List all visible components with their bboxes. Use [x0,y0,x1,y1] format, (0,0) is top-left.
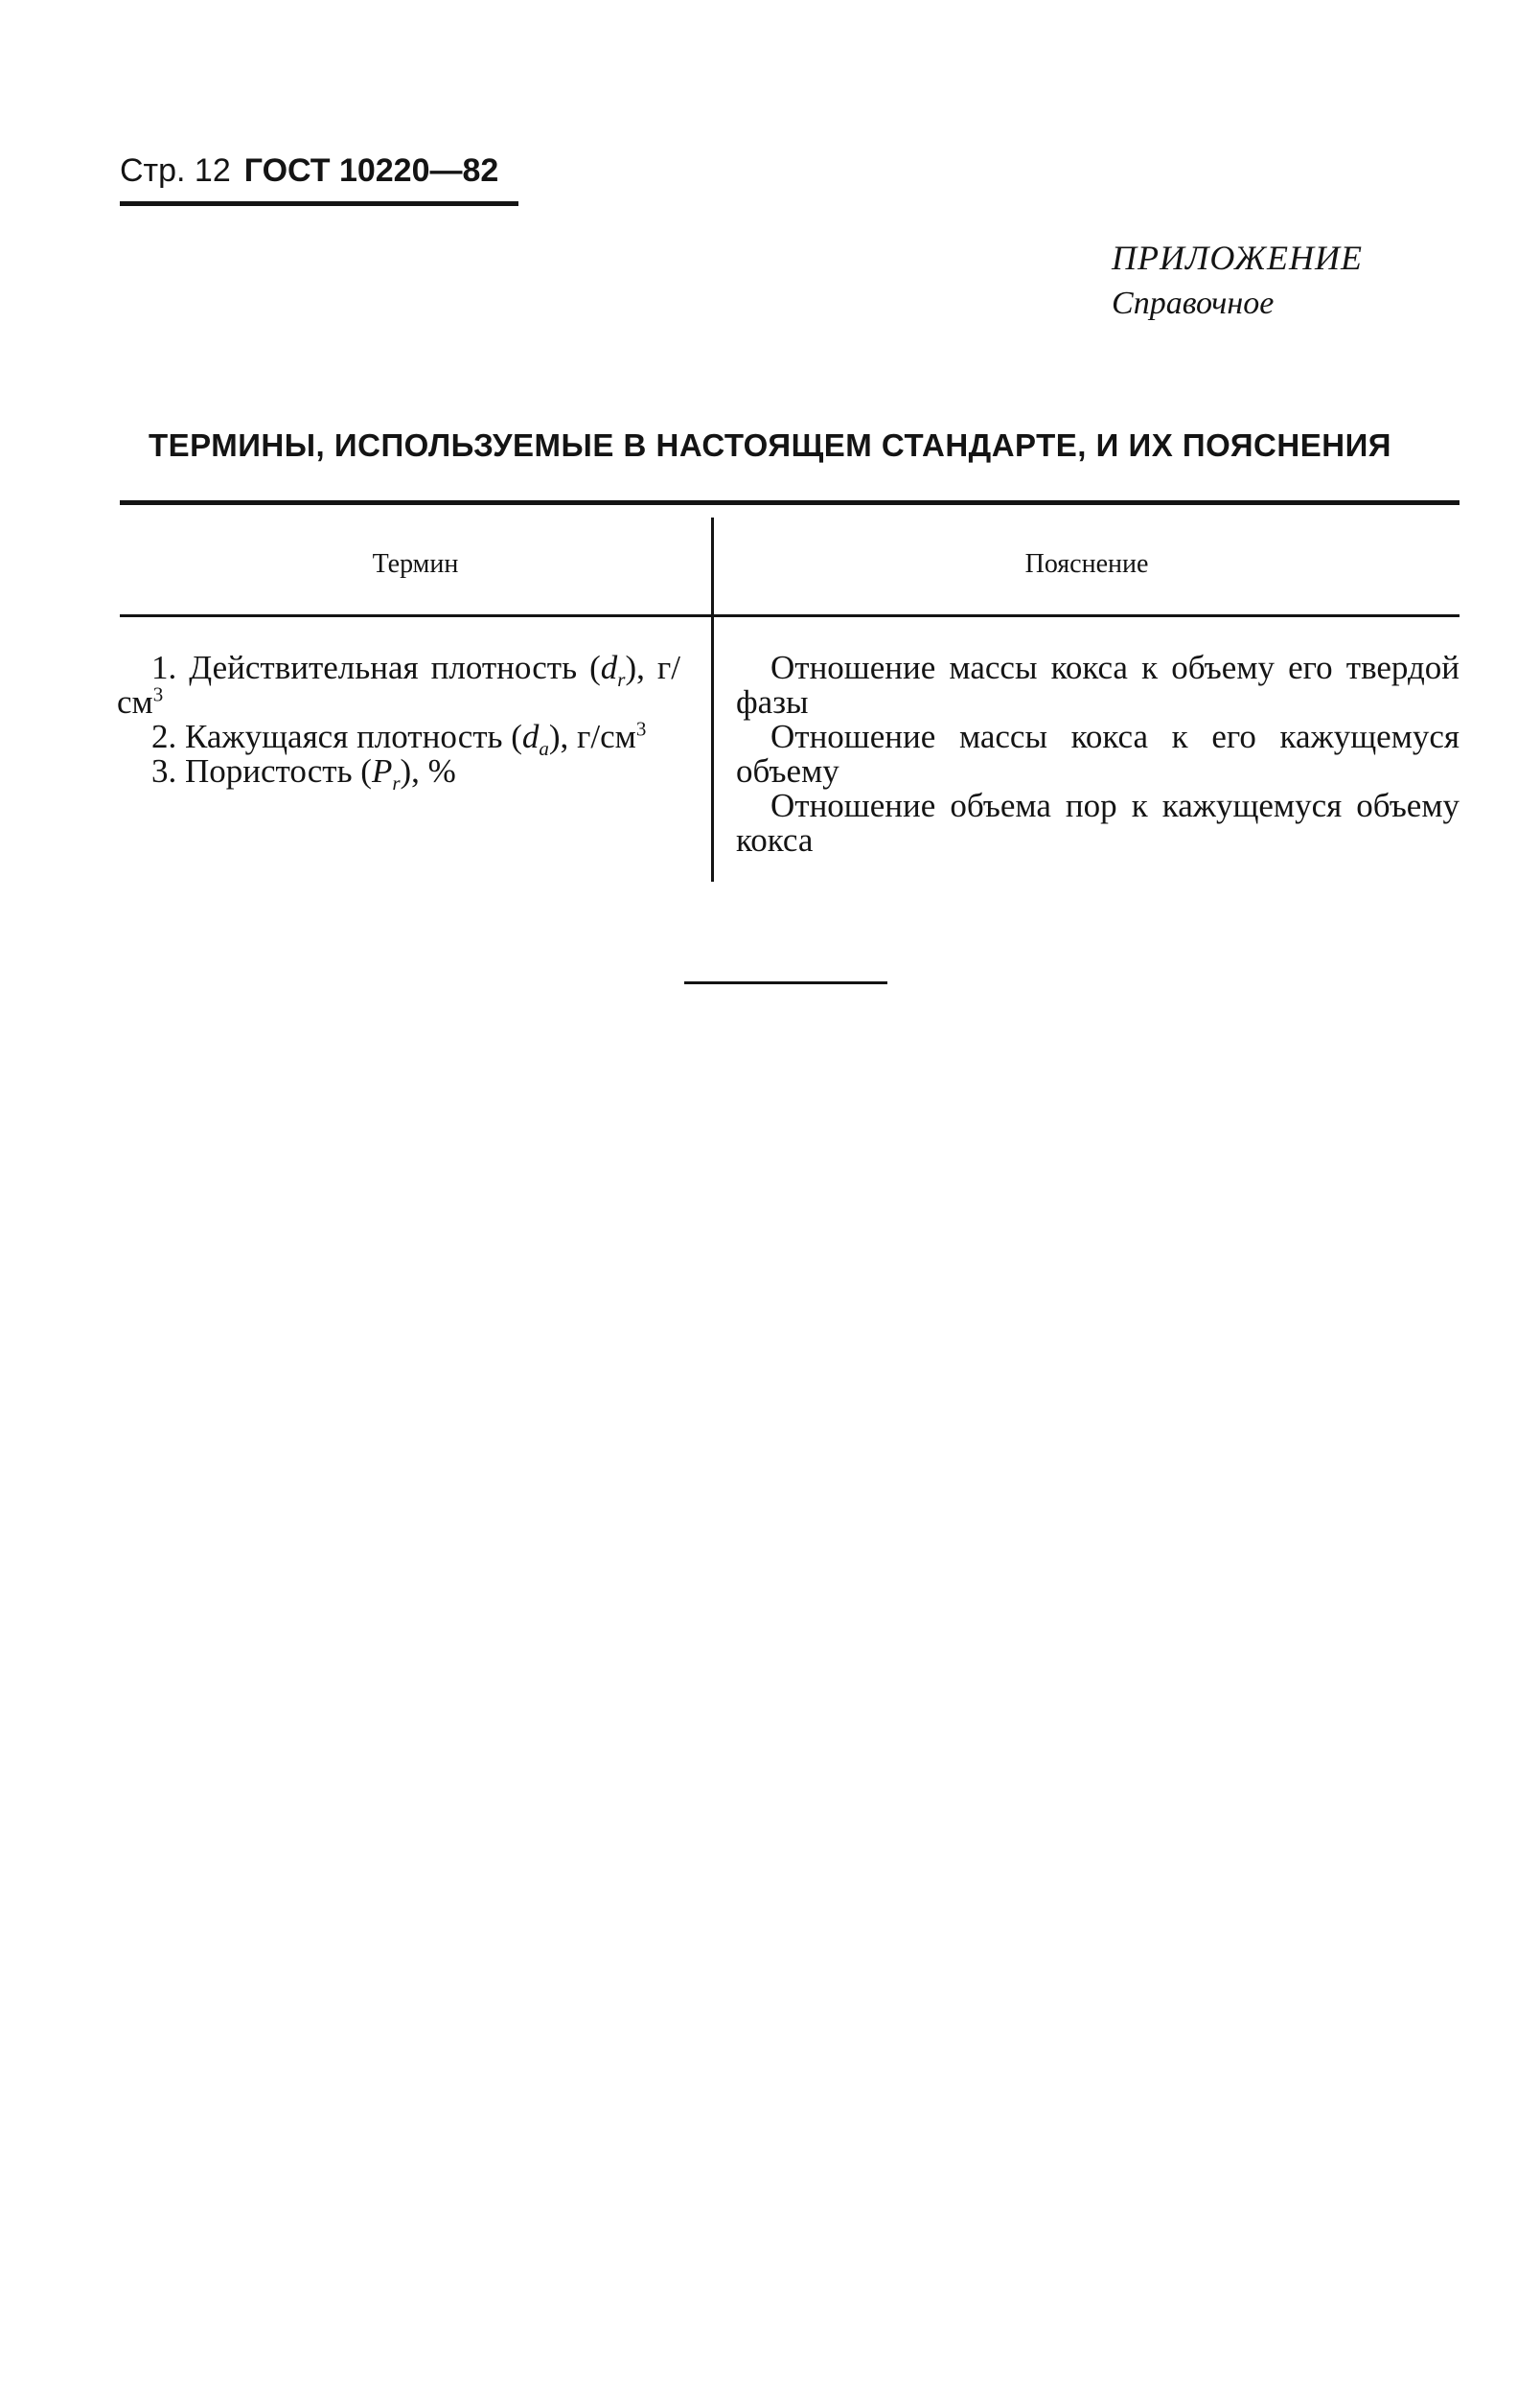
appendix-subtitle: Справочное [1112,286,1275,321]
term-subscript: r [617,668,626,691]
appendix-title: ПРИЛОЖЕНИЕ [1112,239,1363,277]
term-text: 2. Кажущаяся плотность ( [151,718,522,755]
header-rule [120,201,518,206]
appendix-label [1112,235,1363,327]
term-entry [117,752,680,794]
term-entry [117,717,680,760]
document-title: ТЕРМИНЫ, ИСПОЛЬЗУЕМЫЕ В НАСТОЯЩЕМ СТАНДАРТЕ, И ИХ ПОЯСНЕНИЯ [148,427,1392,463]
standard-code: ГОСТ 10220—82 [243,152,499,189]
column-header-term: Термин [372,549,459,579]
term-text: 1. Действительная плотность ( [151,649,601,686]
table-header-rule [120,614,1460,617]
page-header [120,151,498,190]
table-top-rule [120,500,1460,505]
column-header-explanation: Пояснение [1024,549,1149,579]
term-unit-power: 3 [152,682,164,706]
end-of-document-rule [684,981,887,984]
term-subscript: a [539,737,549,760]
term-entry [117,651,680,720]
explanation-entry: Отношение массы кокса к его кажущемуся объему [736,718,1460,790]
explanation-entry: Отношение объема пор к кажущемуся объему кокса [736,787,1460,859]
term-symbol: d [521,718,540,755]
term-subscript: r [392,771,401,794]
explanations-column [736,651,1460,858]
term-symbol: d [600,649,618,686]
term-unit-power: 3 [635,717,647,741]
explanation-entry: Отношение массы кокса к объему его твердой фазы [736,649,1460,721]
term-unit: ), г/см [117,649,680,721]
term-unit: ), % [400,752,456,790]
terms-column [117,649,680,794]
term-symbol: P [371,752,393,790]
term-unit: ), г/см [548,718,636,755]
page-number: Стр. 12 [120,152,231,189]
term-text: 3. Пористость ( [151,752,372,790]
